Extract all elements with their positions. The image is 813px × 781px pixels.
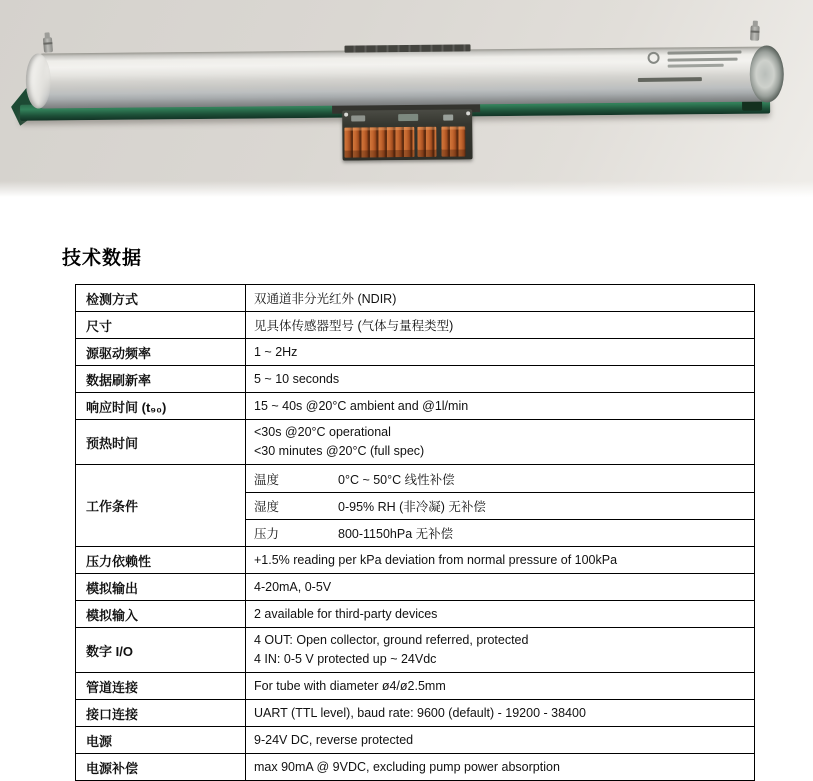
spec-label: 工作条件	[76, 465, 246, 547]
spec-value: UART (TTL level), baud rate: 9600 (default) - 19200 - 38400	[246, 700, 755, 727]
spec-subvalue: 0-95% RH (非冷凝) 无补偿	[338, 500, 486, 514]
spec-subvalue: 0°C ~ 50°C 线性补偿	[338, 472, 455, 487]
spec-value	[246, 628, 755, 673]
table-row	[76, 420, 755, 465]
table-row	[76, 312, 755, 339]
table-row	[76, 285, 755, 312]
spec-subrow	[246, 492, 754, 519]
table-row	[76, 393, 755, 420]
spec-value	[246, 420, 755, 465]
spec-value-line: 4 IN: 0-5 V protected up ~ 24Vdc	[254, 652, 437, 666]
spec-value: 5 ~ 10 seconds	[246, 366, 755, 393]
tube-label	[629, 47, 750, 91]
terminal-block-right	[441, 126, 465, 156]
spec-value: For tube with diameter ø4/ø2.5mm	[246, 673, 755, 700]
table-row	[76, 547, 755, 574]
spec-subrow	[246, 519, 754, 546]
spec-label: 电源	[76, 727, 246, 754]
spec-label: 检测方式	[76, 285, 246, 312]
spec-value: 9-24V DC, reverse protected	[246, 727, 755, 754]
sensor-device	[0, 0, 813, 197]
smd-component	[443, 115, 453, 121]
tube-end-cap-left	[26, 53, 52, 108]
label-url-line	[638, 77, 702, 82]
spec-value: 15 ~ 40s @20°C ambient and @1l/min	[246, 393, 755, 420]
smd-component	[351, 115, 365, 121]
spec-label: 数字 I/O	[76, 628, 246, 673]
logo-mark-icon	[647, 52, 659, 64]
tech-data-table	[75, 284, 755, 781]
page-title: 技术数据	[62, 248, 143, 269]
heatsink-strip	[344, 44, 470, 52]
spec-label: 尺寸	[76, 312, 246, 339]
label-text-line	[667, 51, 741, 55]
table-row	[76, 366, 755, 393]
spec-value-line: <30s @20°C operational	[254, 425, 391, 439]
table-row	[76, 727, 755, 754]
spec-label: 响应时间 (t₉₀)	[76, 393, 246, 420]
smd-component	[398, 114, 418, 121]
table-row	[76, 465, 755, 547]
spec-value: max 90mA @ 9VDC, excluding pump power absorption	[246, 754, 755, 781]
spec-label: 预热时间	[76, 420, 246, 465]
table-row	[76, 673, 755, 700]
spec-label: 数据刷新率	[76, 366, 246, 393]
spec-label: 管道连接	[76, 673, 246, 700]
spec-value-line: 4 OUT: Open collector, ground referred, protected	[254, 633, 529, 647]
spec-label: 压力依赖性	[76, 547, 246, 574]
spec-sublabel: 压力	[254, 527, 280, 541]
barb-fitting-right	[750, 25, 760, 40]
table-row	[76, 754, 755, 781]
spec-label: 模拟输出	[76, 574, 246, 601]
device-photo	[0, 0, 813, 197]
table-row	[76, 601, 755, 628]
barb-fitting-left	[43, 37, 53, 53]
spec-value: 2 available for third-party devices	[246, 601, 755, 628]
spec-value: 双通道非分光红外 (NDIR)	[246, 285, 755, 312]
spec-sublabel: 湿度	[254, 500, 280, 514]
table-row	[76, 700, 755, 727]
spec-label: 模拟输入	[76, 601, 246, 628]
terminal-block-left	[344, 127, 414, 158]
table-row	[76, 339, 755, 366]
spec-value: 见具体传感器型号 (气体与量程类型)	[246, 312, 755, 339]
spec-value: 4-20mA, 0-5V	[246, 574, 755, 601]
terminal-block-middle	[417, 127, 436, 157]
spec-subvalue: 800-1150hPa 无补偿	[338, 527, 454, 541]
spec-label: 接口连接	[76, 700, 246, 727]
spec-label: 源驱动频率	[76, 339, 246, 366]
spec-value: 1 ~ 2Hz	[246, 339, 755, 366]
table-row	[76, 574, 755, 601]
interface-board	[342, 109, 472, 160]
spec-value-line: <30 minutes @20°C (full spec)	[254, 444, 425, 458]
spec-label: 电源补偿	[76, 754, 246, 781]
board-pad-right	[466, 111, 470, 115]
spec-subrow	[246, 465, 754, 492]
board-pad-left	[344, 113, 348, 117]
spec-value	[246, 465, 755, 547]
label-text-line	[668, 64, 724, 68]
label-text-line	[668, 57, 738, 61]
tube-end-cap-right	[750, 45, 785, 102]
spec-value: +1.5% reading per kPa deviation from normal pressure of 100kPa	[246, 547, 755, 574]
spec-sublabel: 温度	[254, 472, 280, 487]
table-row	[76, 628, 755, 673]
